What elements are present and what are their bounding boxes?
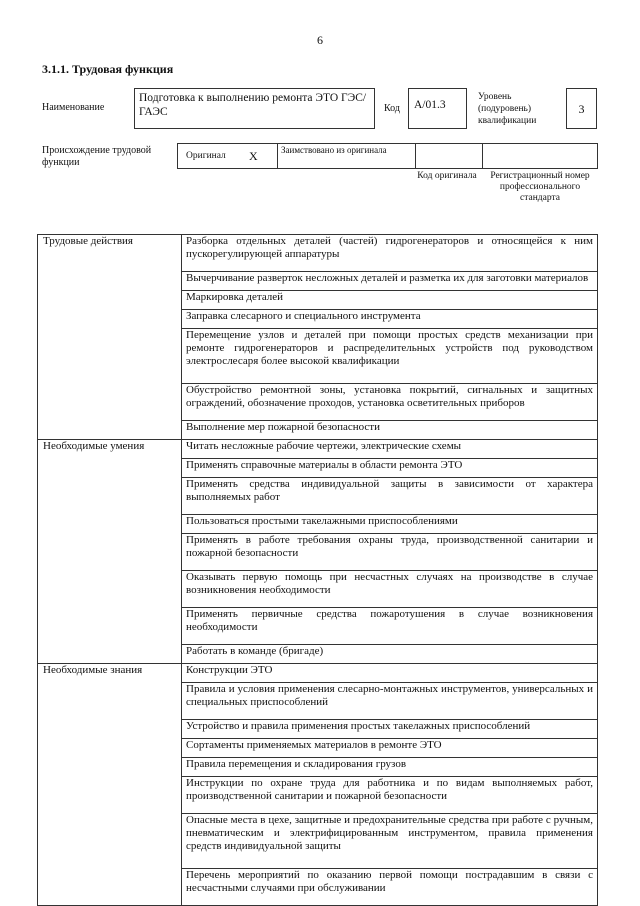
function-table (37, 234, 598, 906)
section-title-skills: Необходимые умения (38, 439, 182, 663)
section-title-actions: Трудовые действия (38, 235, 182, 440)
list-item: Вычерчивание разверток несложных деталей и разметка их для заготовки материалов (182, 271, 598, 290)
page-number: 6 (317, 33, 323, 47)
origin-original-cell (178, 144, 278, 168)
list-item: Сортаменты применяемых материалов в ремонте ЭТО (182, 739, 598, 758)
list-item: Применять в работе требования охраны труда, производственной санитарии и пожарной безопасности (182, 534, 598, 571)
list-item: Правила и условия применения слесарно-монтажных инструментов, универсальных и специальных приспособлений (182, 683, 598, 720)
name-value-box (134, 88, 375, 129)
level-label: Уровень (подуровень) квалификации (478, 92, 537, 126)
section-title: 3.1.1. Трудовая функция (42, 62, 174, 76)
list-item: Разборка отдельных деталей (частей) гидрогенераторов и относящейся к ним пускорегулирующей аппаратуры (182, 235, 598, 272)
code-value-box (408, 88, 467, 129)
list-item: Опасные места в цехе, защитные и предохранительные средства при работе с ручным, пневматическим и электрифицированным инструментом, правила применения средств индивидуальной защиты (182, 814, 598, 869)
level-value-box (566, 88, 597, 129)
list-item: Перемещение узлов и деталей при помощи простых средств механизации при ремонте гидрогенераторов и распределительных устройств под руководством электрослесаря более высокой квалификации (182, 329, 598, 384)
list-item: Применять средства индивидуальной защиты в зависимости от характера выполняемых работ (182, 478, 598, 515)
original-label: Оригинал (186, 151, 226, 161)
list-item: Применять первичные средства пожаротушения в случае возникновения необходимости (182, 607, 598, 644)
name-value: Подготовка к выполнению ремонта ЭТО ГЭС/ГАЭС (139, 92, 367, 118)
list-item: Устройство и правила применения простых такелажных приспособлений (182, 720, 598, 739)
list-item: Правила перемещения и складирования грузов (182, 758, 598, 777)
section-title-knowledge: Необходимые знания (38, 664, 182, 906)
reg-caption: Регистрационный номер профессионального стандарта (490, 171, 590, 203)
list-item: Перечень мероприятий по оказанию первой помощи пострадавшим в связи с несчастными случаями при обслуживании (182, 868, 598, 905)
list-item: Пользоваться простыми такелажными приспособлениями (182, 515, 598, 534)
list-item: Маркировка деталей (182, 291, 598, 310)
name-label: Наименование (42, 102, 105, 113)
table-row (38, 439, 598, 458)
list-item: Заправка слесарного и специального инструмента (182, 310, 598, 329)
list-item: Конструкции ЭТО (182, 664, 598, 683)
list-item: Применять справочные материалы в области ремонта ЭТО (182, 459, 598, 478)
origin-code-cell (415, 144, 483, 168)
table-row (38, 235, 598, 272)
borrowed-label: Заимствовано из оригинала (281, 145, 387, 155)
table-row (38, 664, 598, 683)
original-mark: X (249, 149, 258, 163)
list-item: Инструкции по охране труда для работника и по видам выполняемых работ, производственной санитарии и пожарной безопасности (182, 777, 598, 814)
list-item: Работать в команде (бригаде) (182, 644, 598, 663)
origin-row (177, 143, 598, 169)
list-item: Обустройство ремонтной зоны, установка покрытий, сигнальных и защитных ограждений, обозначение проходов, установка осветительных приборов (182, 383, 598, 420)
list-item: Читать несложные рабочие чертежи, электрические схемы (182, 439, 598, 458)
list-item: Оказывать первую помощь при несчастных случаях на производстве в случае возникновения необходимости (182, 571, 598, 608)
level-value: 3 (578, 102, 585, 116)
list-item: Выполнение мер пожарной безопасности (182, 420, 598, 439)
code-label: Код (384, 103, 400, 114)
code-caption: Код оригинала (417, 171, 477, 181)
origin-label: Происхождение трудовой функции (42, 145, 152, 168)
code-value: А/01.3 (414, 99, 446, 111)
